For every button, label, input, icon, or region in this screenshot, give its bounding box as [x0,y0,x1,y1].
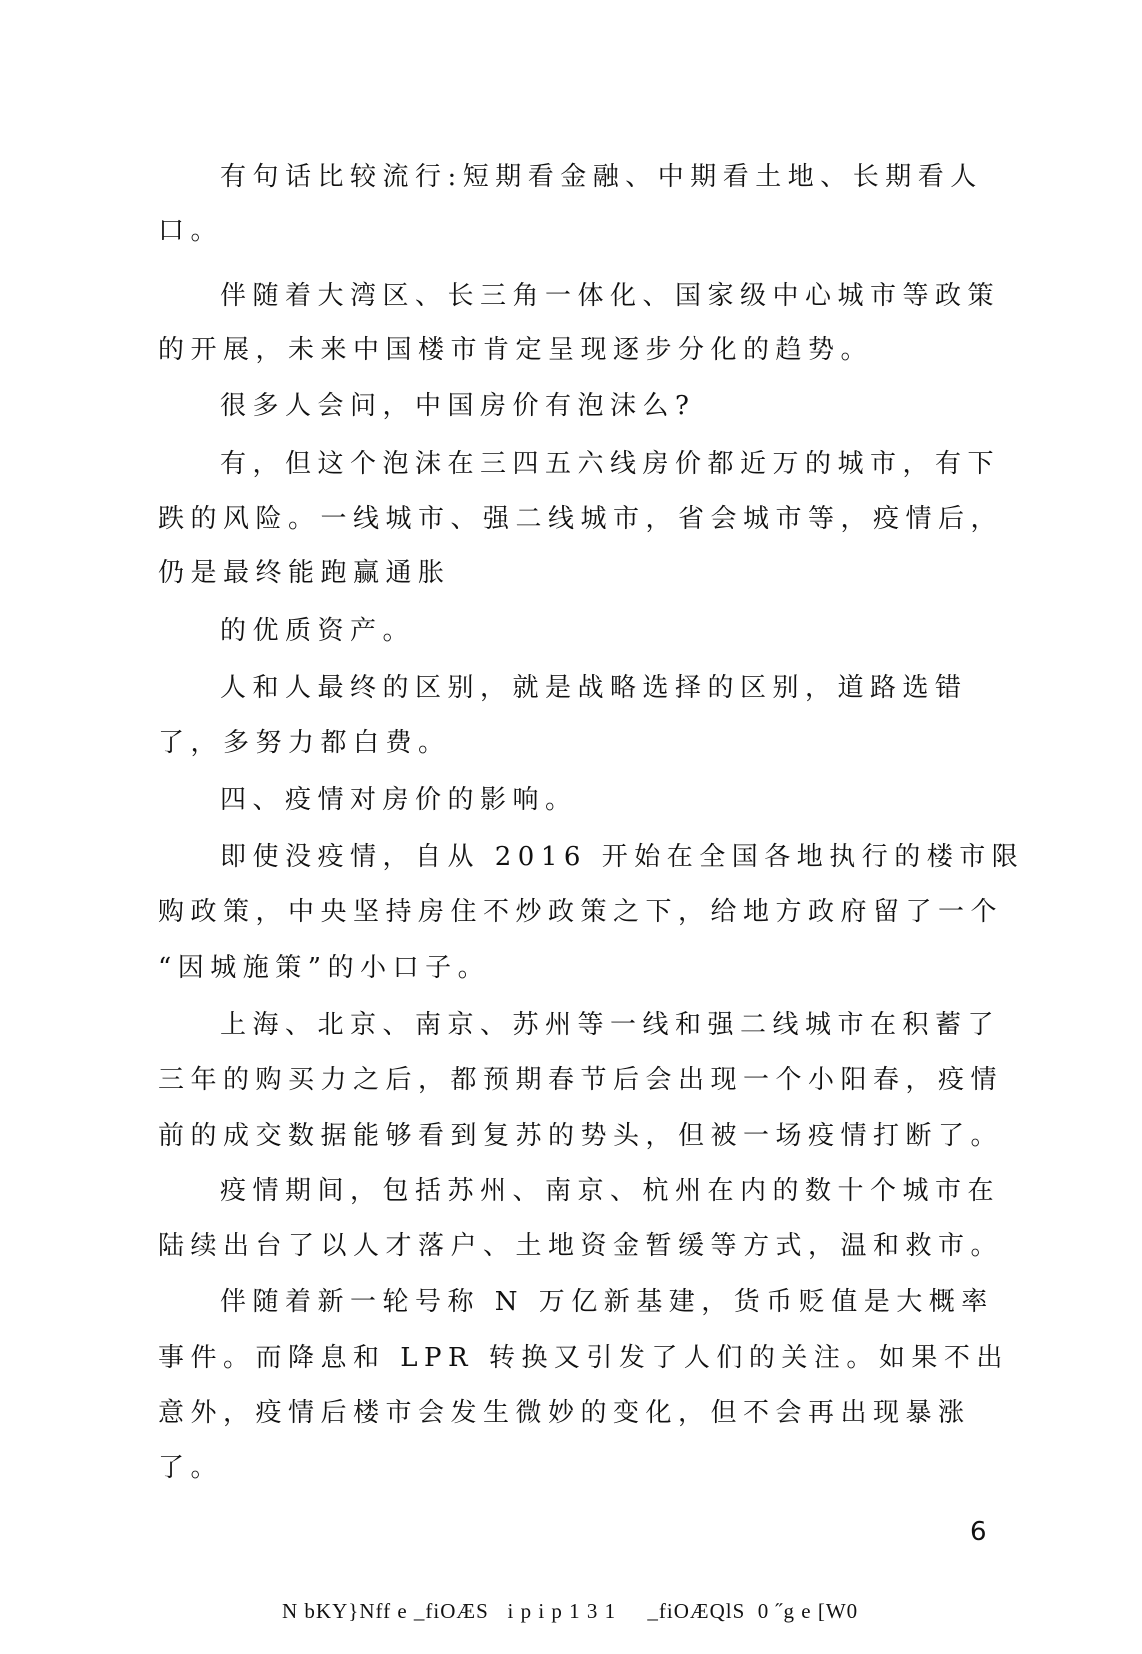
paragraph-line: 口。 [158,216,224,246]
page-footer: N bKY}Nff e _fiOÆS i p i p 1 3 1 _fiOÆQlS 0 ˝g e [W0 [282,1599,859,1623]
paragraph-line: 疫情期间，包括苏州、南京、杭州在内的数十个城市在 [220,1176,1001,1206]
paragraph-line: 跌的风险。一线城市、强二线城市，省会城市等，疫情后， [158,504,1004,534]
paragraph-line: “因城施策”的小口子。 [158,953,491,983]
paragraph-line: 了。 [158,1453,224,1483]
paragraph-line: 的开展，未来中国楼市肯定呈现逐步分化的趋势。 [158,335,874,365]
paragraph-line: 的优质资产。 [220,616,416,646]
paragraph-line: 陆续出台了以人才落户、土地资金暂缓等方式，温和救市。 [158,1231,1004,1261]
paragraph-line: 人和人最终的区别，就是战略选择的区别，道路选错 [220,673,968,703]
paragraph-line: 了，多努力都白费。 [158,728,451,758]
paragraph-line: 有，但这个泡沫在三四五六线房价都近万的城市，有下 [220,449,1001,479]
paragraph-line: 伴随着新一轮号称 N 万亿新基建，货币贬值是大概率 [220,1287,994,1317]
paragraph-line: 购政策，中央坚持房住不炒政策之下，给地方政府留了一个 [158,897,1004,927]
paragraph-line: 很多人会问，中国房价有泡沫么? [220,391,696,421]
page-number: 6 [970,1517,987,1547]
paragraph-line: 有句话比较流行:短期看金融、中期看土地、长期看人 [220,162,983,192]
paragraph-line: 上海、北京、南京、苏州等一线和强二线城市在积蓄了 [220,1010,1001,1040]
paragraph-line: 伴随着大湾区、长三角一体化、国家级中心城市等政策 [220,281,1001,311]
paragraph-line: 意外，疫情后楼市会发生微妙的变化，但不会再出现暴涨 [158,1398,971,1428]
paragraph-line: 前的成交数据能够看到复苏的势头，但被一场疫情打断了。 [158,1121,1004,1151]
paragraph-line: 事件。而降息和 LPR 转换又引发了人们的关注。如果不出 [158,1343,1009,1373]
paragraph-line: 仍是最终能跑赢通胀 [158,558,451,588]
paragraph-line: 三年的购买力之后，都预期春节后会出现一个小阳春，疫情 [158,1065,1004,1095]
paragraph-line: 四、疫情对房价的影响。 [220,785,578,815]
paragraph-line: 即使没疫情，自从 2016 开始在全国各地执行的楼市限 [220,842,1025,872]
